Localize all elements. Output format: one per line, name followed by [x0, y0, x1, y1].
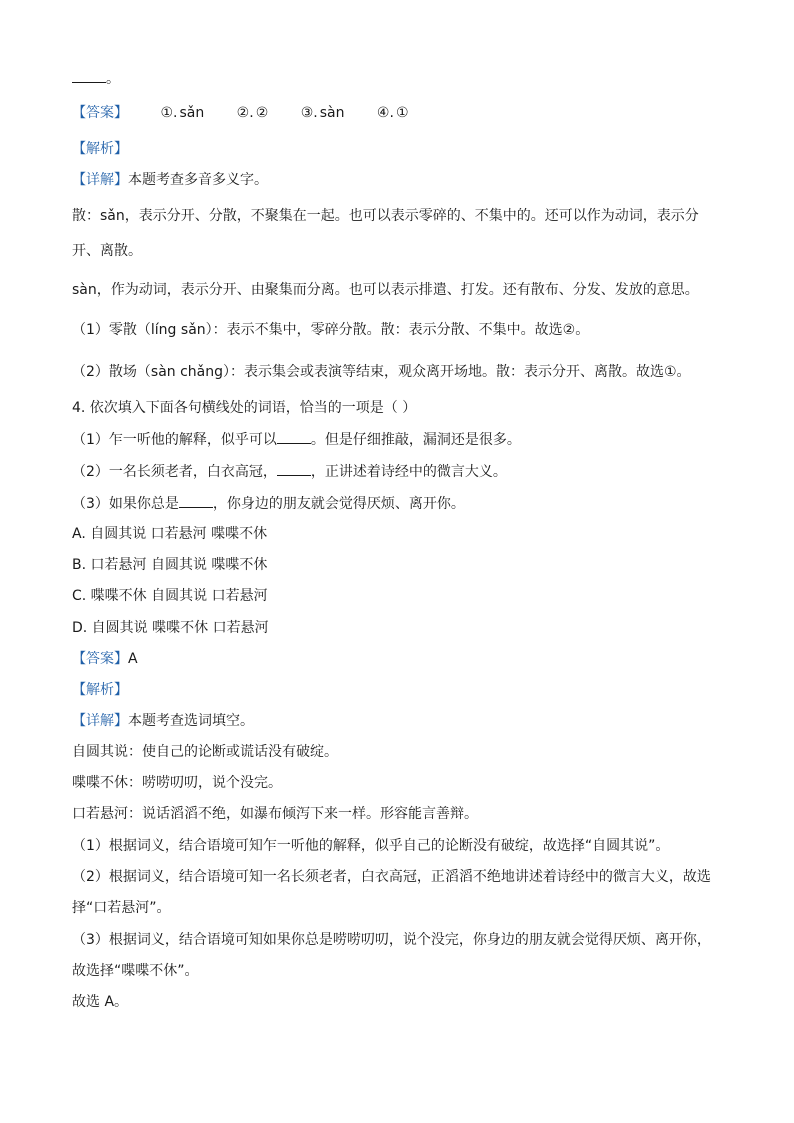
q4-detail — [72, 711, 254, 731]
q3-sub-1: （1）零散（líng sǎn）：表示不集中，零碎分散。散：表示分散、不集中。故选②。 — [72, 322, 590, 338]
previous-question-end: 。 — [72, 68, 120, 89]
q3-para-1: 散：sǎn，表示分开、分散，不聚集在一起。也可以表示零碎的、不集中的。还可以作为动词，表示分 — [72, 208, 699, 224]
q4-stem: 4. 依次填入下面各句横线处的词语，恰当的一项是（ ） — [72, 400, 417, 416]
fill-blank — [179, 493, 213, 508]
answer-item-3: ③. sàn — [300, 105, 345, 121]
q4-explain-3-cont: 故选择“喋喋不休”。 — [72, 963, 199, 979]
q3-para-1-cont: 开、离散。 — [72, 243, 142, 259]
q3-sub-2: （2）散场（sàn chǎng）：表示集会或表演等结束，观众离开场地。散：表示分开、离散。故选①。 — [72, 364, 691, 380]
answer-label: 【答案】 — [72, 105, 128, 121]
q4-explain-2: （2）根据词义，结合语境可知一名长须老者，白衣高冠，正滔滔不绝地讲述着诗经中的微言大义，故选 — [72, 869, 711, 885]
q4-conclusion: 故选 A。 — [72, 994, 129, 1010]
q4-explain-2-cont: 择“口若悬河”。 — [72, 900, 171, 916]
fill-blank — [277, 461, 311, 476]
q4-def-1: 自圆其说：使自己的论断或谎话没有破绽。 — [72, 744, 338, 760]
q4-def-3: 口若悬河：说话滔滔不绝，如瀑布倾泻下来一样。形容能言善辩。 — [72, 806, 478, 822]
detail-text: 本题考查选词填空。 — [128, 713, 254, 729]
answer-item-2: ②. ② — [236, 105, 269, 121]
detail-label: 【详解】 — [72, 713, 128, 729]
q4-option-b: B. 口若悬河 自圆其说 喋喋不休 — [72, 557, 268, 573]
answer-value: A — [128, 651, 138, 667]
answer-label: 【答案】 — [72, 651, 128, 667]
q4-option-d: D. 自圆其说 喋喋不休 口若悬河 — [72, 620, 269, 636]
q3-analysis-label: 【解析】 — [72, 141, 128, 157]
q4-option-a: A. 自圆其说 口若悬河 喋喋不休 — [72, 526, 268, 542]
q4-def-2: 喋喋不休：唠唠叨叨，说个没完。 — [72, 775, 282, 791]
q4-sentence-1: （1）乍一听他的解释，似乎可以 。但是仔细推敲，漏洞还是很多。 — [72, 429, 521, 450]
q4-analysis-label: 【解析】 — [72, 682, 128, 698]
q4-sentence-2: （2）一名长须老者，白衣高冠， ，正讲述着诗经中的微言大义。 — [72, 461, 507, 482]
q3-answer-row — [72, 103, 409, 123]
q3-para-2: sàn，作为动词，表示分开、由聚集而分离。也可以表示排遣、打发。还有散布、分发、发放的意思。 — [72, 282, 699, 298]
answer-item-1: ①. sǎn — [160, 105, 205, 121]
fill-blank — [72, 68, 106, 83]
fill-blank — [277, 429, 311, 444]
answer-item-4: ④. ① — [376, 105, 409, 121]
q4-explain-3: （3）根据词义，结合语境可知如果你总是唠唠叨叨，说个没完，你身边的朋友就会觉得厌烦、离开你， — [72, 932, 711, 948]
q4-answer-row — [72, 649, 138, 669]
q3-detail — [72, 170, 268, 190]
q4-sentence-3: （3）如果你总是 ，你身边的朋友就会觉得厌烦、离开你。 — [72, 493, 465, 514]
q4-explain-1: （1）根据词义，结合语境可知乍一听他的解释，似乎自己的论断没有破绽，故选择“自圆其说”。 — [72, 838, 670, 854]
detail-text: 本题考查多音多义字。 — [128, 172, 268, 188]
q4-option-c: C. 喋喋不休 自圆其说 口若悬河 — [72, 588, 268, 604]
detail-label: 【详解】 — [72, 172, 128, 188]
